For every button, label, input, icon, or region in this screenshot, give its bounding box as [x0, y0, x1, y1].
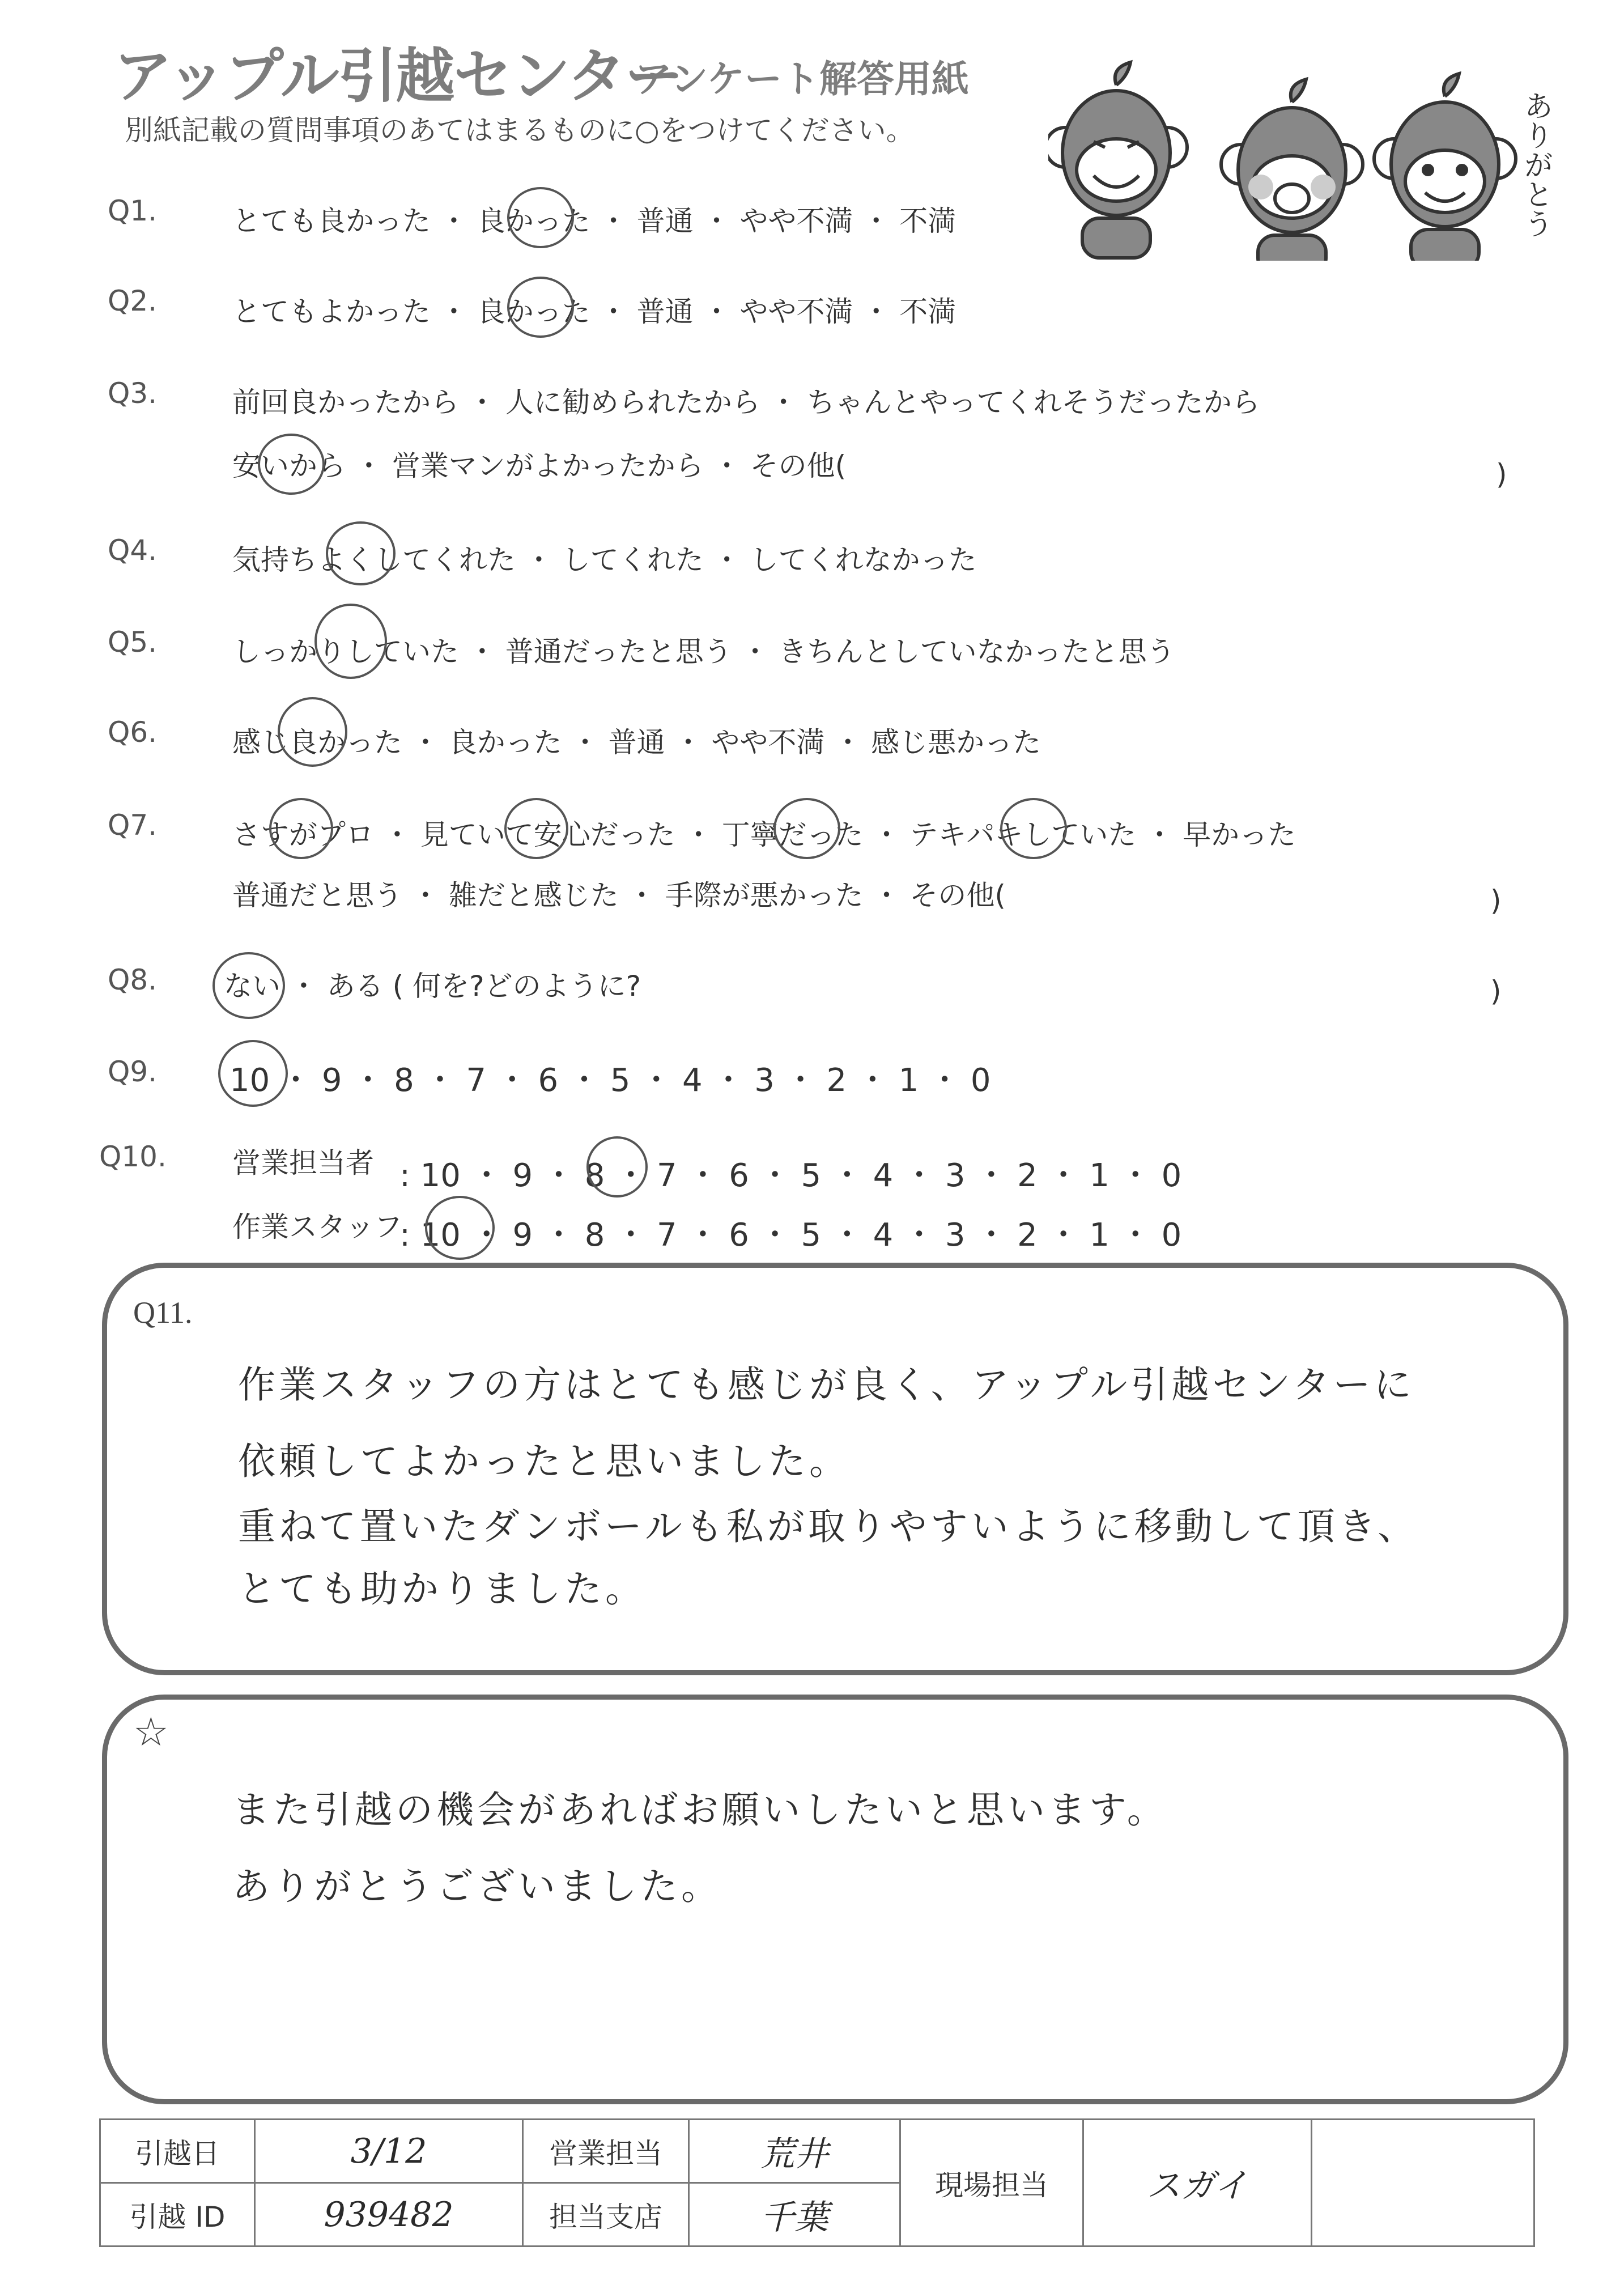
sales-label: 営業担当: [523, 2120, 689, 2183]
q1-answer-circle: [507, 187, 574, 248]
move-date-value: 3/12: [255, 2120, 523, 2183]
star-icon: ☆: [133, 1709, 169, 1755]
q11-comment-line-1: 作業スタッフの方はとても感じが良く、アップル引越センターに: [238, 1363, 1415, 1407]
q4-options: 気持ちよくしてくれた ・ してくれた ・ してくれなかった: [232, 543, 977, 576]
company-title: アップル引越センター: [113, 41, 683, 111]
q6-answer-circle: [278, 697, 347, 767]
q7-answer-circle-4: [1000, 798, 1067, 859]
message-line-2: ありがとうございました。: [232, 1865, 722, 1908]
q10-label: Q10.: [99, 1140, 167, 1173]
q6-label: Q6.: [108, 716, 158, 749]
q7-answer-circle-3: [773, 798, 840, 859]
mascot-text: ありがとう: [1519, 91, 1553, 238]
q7-answer-circle-1: [269, 798, 333, 859]
site-label: 現場担当: [900, 2120, 1083, 2247]
q8-answer-circle: [212, 952, 285, 1019]
message-line-1: また引越の機会があればお願いしたいと思います。: [232, 1788, 1168, 1832]
q4-label: Q4.: [108, 534, 158, 567]
move-info-table: [99, 2118, 1535, 2247]
q9-label: Q9.: [108, 1055, 158, 1088]
move-id-label: 引越 ID: [100, 2183, 255, 2247]
q8-close-paren: ): [1490, 975, 1502, 1008]
q10-staff-answer-circle: [425, 1196, 495, 1260]
q10-staff-scale: : 10 ・ 9 ・ 8 ・ 7 ・ 6 ・ 5 ・ 4 ・ 3 ・ 2 ・ 1 ・ 0: [399, 1217, 1182, 1254]
q10-sales-label: 営業担当者: [232, 1146, 374, 1179]
q3-options-line1: 前回良かったから ・ 人に勧められたから ・ ちゃんとやってくれそうだったから: [232, 386, 1260, 419]
q7-label: Q7.: [108, 809, 158, 842]
site-extra-cell: [1312, 2120, 1534, 2247]
q2-answer-circle: [507, 277, 574, 338]
q5-label: Q5.: [108, 626, 158, 659]
q6-options: 感じ良かった ・ 良かった ・ 普通 ・ やや不満 ・ 感じ悪かった: [232, 726, 1041, 759]
q5-answer-circle: [314, 604, 387, 679]
q2-label: Q2.: [108, 284, 158, 317]
move-date-label: 引越日: [100, 2120, 255, 2183]
q2-options: とてもよかった ・ 良かった ・ 普通 ・ やや不満 ・ 不満: [232, 295, 956, 328]
q7-options-line2: 普通だと思う ・ 雑だと感じた ・ 手際が悪かった ・ その他(: [232, 879, 1006, 912]
branch-value: 千葉: [689, 2183, 900, 2247]
q11-comment-line-4: とても助かりました。: [238, 1567, 646, 1611]
q1-options: とても良かった ・ 良かった ・ 普通 ・ やや不満 ・ 不満: [232, 205, 956, 237]
sales-value: 荒井: [689, 2120, 900, 2183]
q3-answer-circle: [258, 434, 325, 495]
q3-options-line2: 安いから ・ 営業マンがよかったから ・ その他(: [232, 449, 847, 482]
q8-label: Q8.: [108, 963, 158, 996]
branch-label: 担当支店: [523, 2183, 689, 2247]
q9-answer-circle: [218, 1040, 288, 1107]
q7-options-line1: さすがプロ ・ 見ていて安心だった ・ 丁寧だった ・ テキパキしていた ・ 早かった: [232, 818, 1296, 851]
q3-close-paren: ): [1496, 458, 1507, 491]
q7-answer-circle-2: [504, 798, 568, 859]
q9-scale: 10 ・ 9 ・ 8 ・ 7 ・ 6 ・ 5 ・ 4 ・ 3 ・ 2 ・ 1 ・ 0: [229, 1062, 991, 1099]
q11-label: Q11.: [133, 1296, 193, 1330]
move-id-value: 939482: [255, 2183, 523, 2247]
q10-sales-scale: : 10 ・ 9 ・ 8 ・ 7 ・ 6 ・ 5 ・ 4 ・ 3 ・ 2 ・ 1 ・ 0: [399, 1157, 1182, 1194]
form-subtitle: アンケート解答用紙: [635, 57, 970, 101]
q10-staff-label: 作業スタッフ: [232, 1211, 402, 1243]
site-value: スガイ: [1083, 2120, 1312, 2247]
q10-sales-answer-circle: [586, 1136, 648, 1198]
q4-answer-circle: [326, 521, 396, 585]
q5-options: しっかりしていた ・ 普通だったと思う ・ きちんとしていなかったと思う: [232, 635, 1175, 668]
q11-comment-line-3: 重ねて置いたダンボールも私が取りやすいように移動して頂き、: [238, 1505, 1419, 1548]
q7-close-paren: ): [1490, 884, 1502, 917]
instructions: 別紙記載の質問事項のあてはまるものに○をつけてください。: [125, 114, 915, 147]
monkey-mascots-illustration: [1048, 57, 1558, 261]
q8-options: ない ・ ある ( 何を?どのように?: [224, 970, 641, 1003]
q11-comment-line-2: 依頼してよかったと思いました。: [238, 1440, 850, 1483]
q1-label: Q1.: [108, 194, 158, 227]
q3-label: Q3.: [108, 377, 158, 410]
